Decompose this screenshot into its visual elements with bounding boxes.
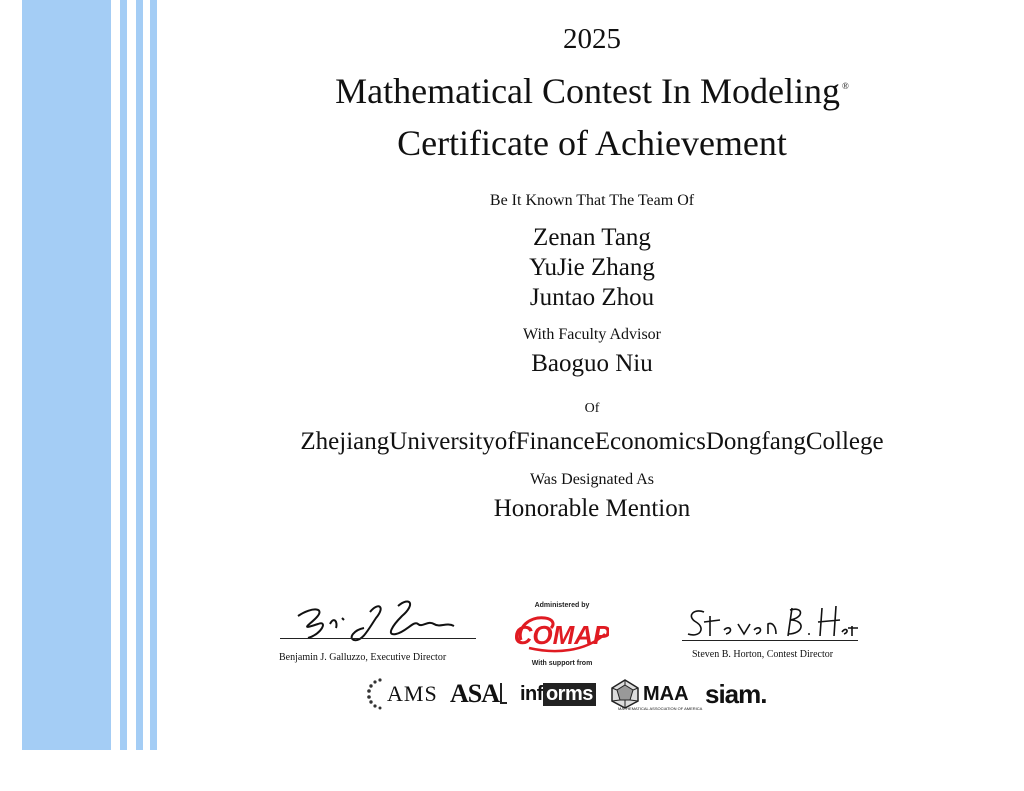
informs-logo [520, 676, 596, 712]
blue-border-stripe-thin [150, 0, 157, 750]
asa-wordmark: ASA [450, 679, 500, 708]
comap-logo [515, 610, 609, 656]
blue-border-stripe [22, 0, 111, 750]
blue-border-stripe-thin [136, 0, 143, 750]
registered-mark: ® [842, 81, 849, 91]
informs-wordmark-box: orms [543, 683, 596, 706]
comap-wordmark: COMAP [515, 620, 609, 650]
siam-wordmark: siam. [705, 678, 767, 709]
maa-subtitle: MATHEMATICAL ASSOCIATION OF AMERICA [618, 706, 703, 711]
team-member: YuJie Zhang [529, 254, 655, 281]
advisor-name: Baoguo Niu [531, 350, 653, 377]
contest-name: Mathematical Contest In Modeling ® [335, 71, 849, 111]
team-member: Juntao Zhou [529, 284, 655, 311]
certificate-year: 2025 [563, 23, 621, 55]
siam-logo [705, 676, 767, 712]
institution-name: ZhejiangUniversityofFinanceEconomicsDongfangCollege [300, 428, 884, 455]
signature-line [280, 638, 476, 639]
administered-by-label: Administered by [534, 602, 590, 609]
maa-polyhedron-icon [610, 679, 640, 709]
team-member: Zenan Tang [533, 224, 651, 251]
signature-line [682, 640, 858, 641]
award-name: Honorable Mention [493, 495, 691, 522]
intro-text: Be It Known That The Team Of [489, 192, 695, 209]
certificate-title: Certificate of Achievement [397, 123, 787, 163]
asa-logo [450, 676, 509, 712]
advisor-label: With Faculty Advisor [522, 326, 661, 343]
contest-director-caption: Steven B. Horton, Contest Director [692, 649, 834, 660]
ams-wordmark: AMS [387, 681, 438, 706]
contest-director-signature [680, 598, 860, 644]
ams-logo [366, 676, 438, 712]
maa-wordmark: MAA [643, 682, 689, 705]
ams-dots-icon [366, 677, 384, 711]
support-label: With support from [531, 660, 593, 667]
of-label: Of [584, 401, 600, 416]
executive-director-caption: Benjamin J. Galluzzo, Executive Director [279, 652, 447, 663]
maa-logo [610, 676, 703, 712]
designated-label: Was Designated As [529, 471, 655, 488]
blue-border-stripe-thin [120, 0, 127, 750]
informs-wordmark-prefix: inf [520, 682, 543, 705]
asa-mark-icon [499, 681, 509, 707]
